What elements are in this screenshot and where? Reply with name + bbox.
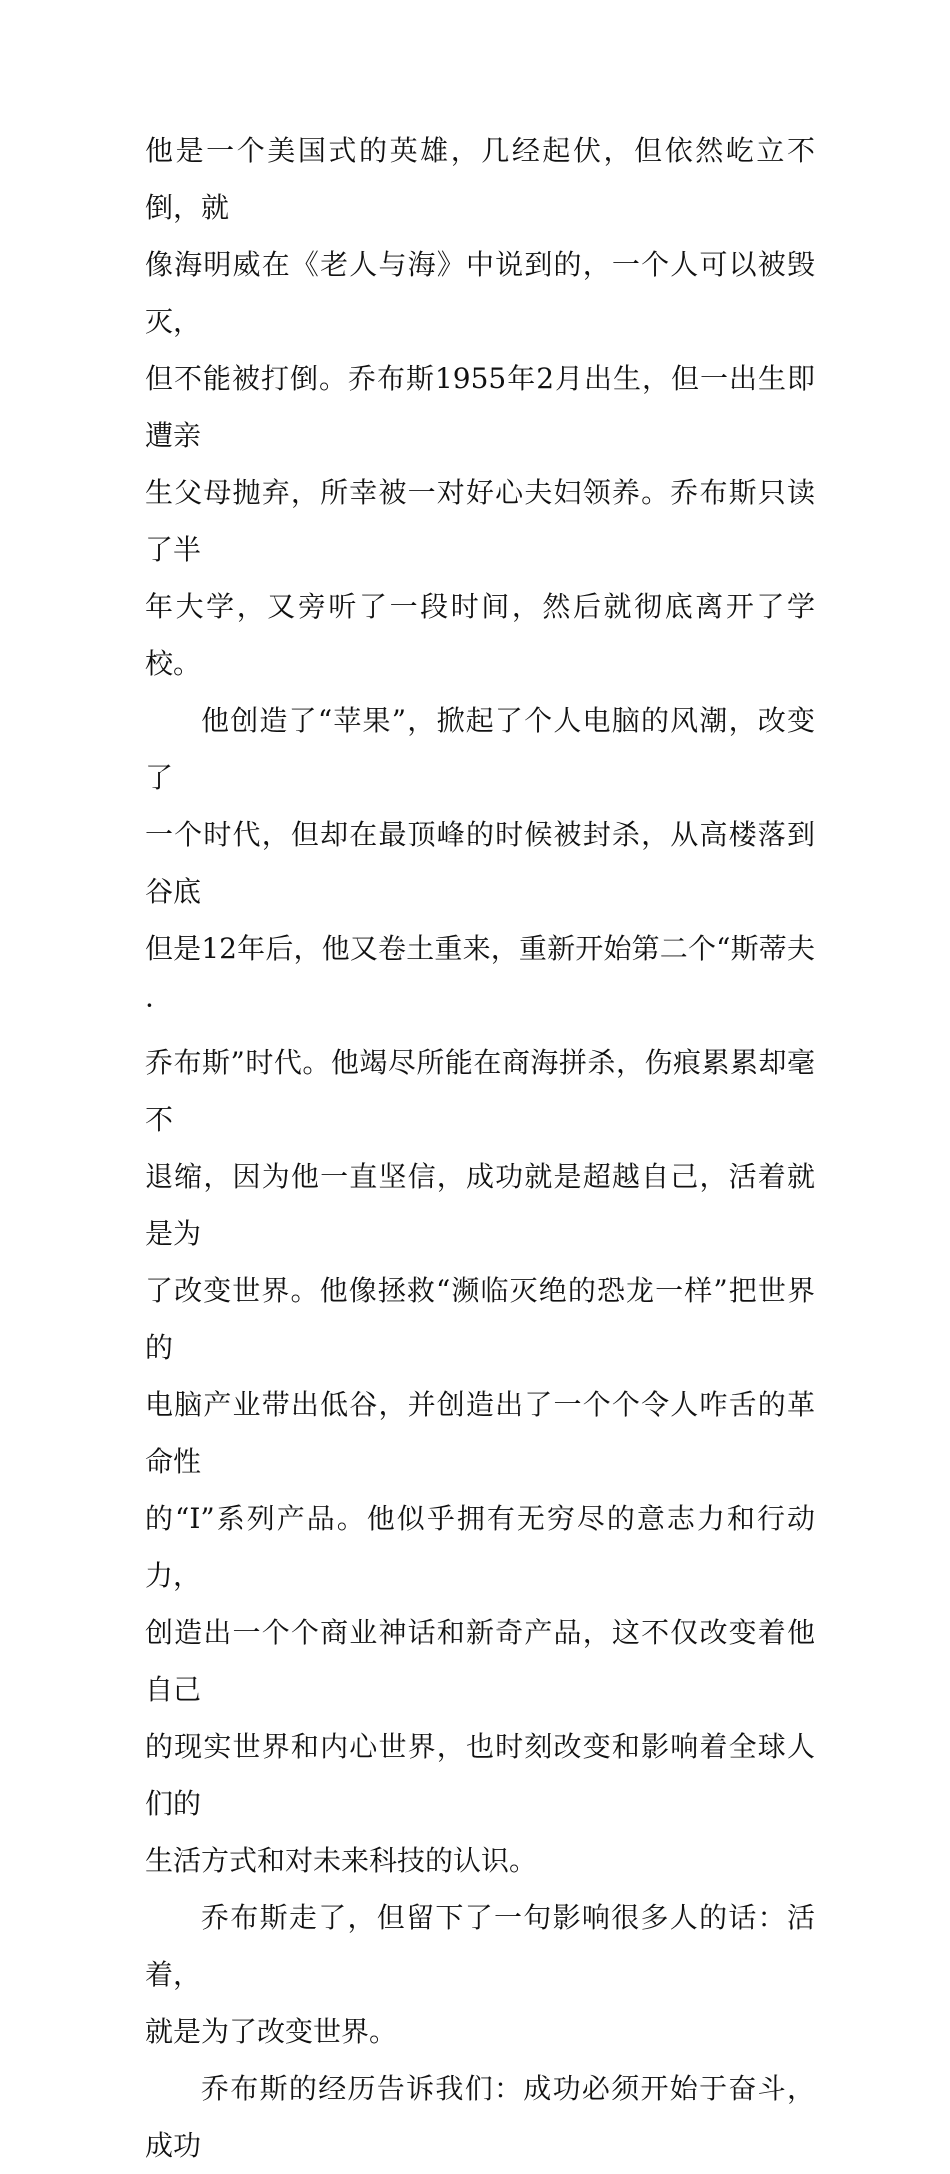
line: 生活方式和对未来科技的认识。	[145, 1844, 538, 1877]
line: 但不能被打倒。乔布斯1955年2月出生，但一出生即遭亲	[145, 362, 815, 452]
line: 电脑产业带出低谷，并创造出了一个个令人咋舌的革命性	[145, 1388, 815, 1478]
line: 了改变世界。他像拯救“濒临灭绝的恐龙一样”把世界的	[145, 1274, 815, 1364]
line: 像海明威在《老人与海》中说到的，一个人可以被毁灭，	[145, 248, 815, 338]
line: 生父母抛弃，所幸被一对好心夫妇领养。乔布斯只读了半	[145, 476, 815, 566]
line: 年大学，又旁听了一段时间，然后就彻底离开了学校。	[145, 590, 815, 680]
line: 的现实世界和内心世界，也时刻改变和影响着全球人们的	[145, 1730, 815, 1820]
paragraph-1	[145, 122, 815, 692]
line: 退缩，因为他一直坚信，成功就是超越自己，活着就是为	[145, 1160, 815, 1250]
paragraph-2	[145, 692, 815, 1889]
line: 一个时代，但却在最顶峰的时候被封杀，从高楼落到谷底	[145, 818, 815, 908]
paragraph-3	[145, 1889, 815, 2060]
line: 他是一个美国式的英雄，几经起伏，但依然屹立不倒，就	[145, 134, 815, 224]
line: 就是为了改变世界。	[145, 2015, 398, 2048]
line: 乔布斯”时代。他竭尽所能在商海拼杀，伤痕累累却毫不	[145, 1046, 815, 1136]
line: 乔布斯走了，但留下了一句影响很多人的话：活着，	[145, 1901, 815, 1991]
line: 创造出一个个商业神话和新奇产品，这不仅改变着他自己	[145, 1616, 815, 1706]
document-body	[145, 122, 815, 2174]
line: 但是12年后，他又卷土重来，重新开始第二个“斯蒂夫·	[145, 932, 815, 1022]
line: 乔布斯的经历告诉我们：成功必须开始于奋斗，成功	[145, 2072, 815, 2162]
paragraph-4	[145, 2060, 815, 2174]
line: 的“I”系列产品。他似乎拥有无穷尽的意志力和行动力，	[145, 1502, 815, 1592]
line: 他创造了“苹果”，掀起了个人电脑的风潮，改变了	[145, 704, 815, 794]
